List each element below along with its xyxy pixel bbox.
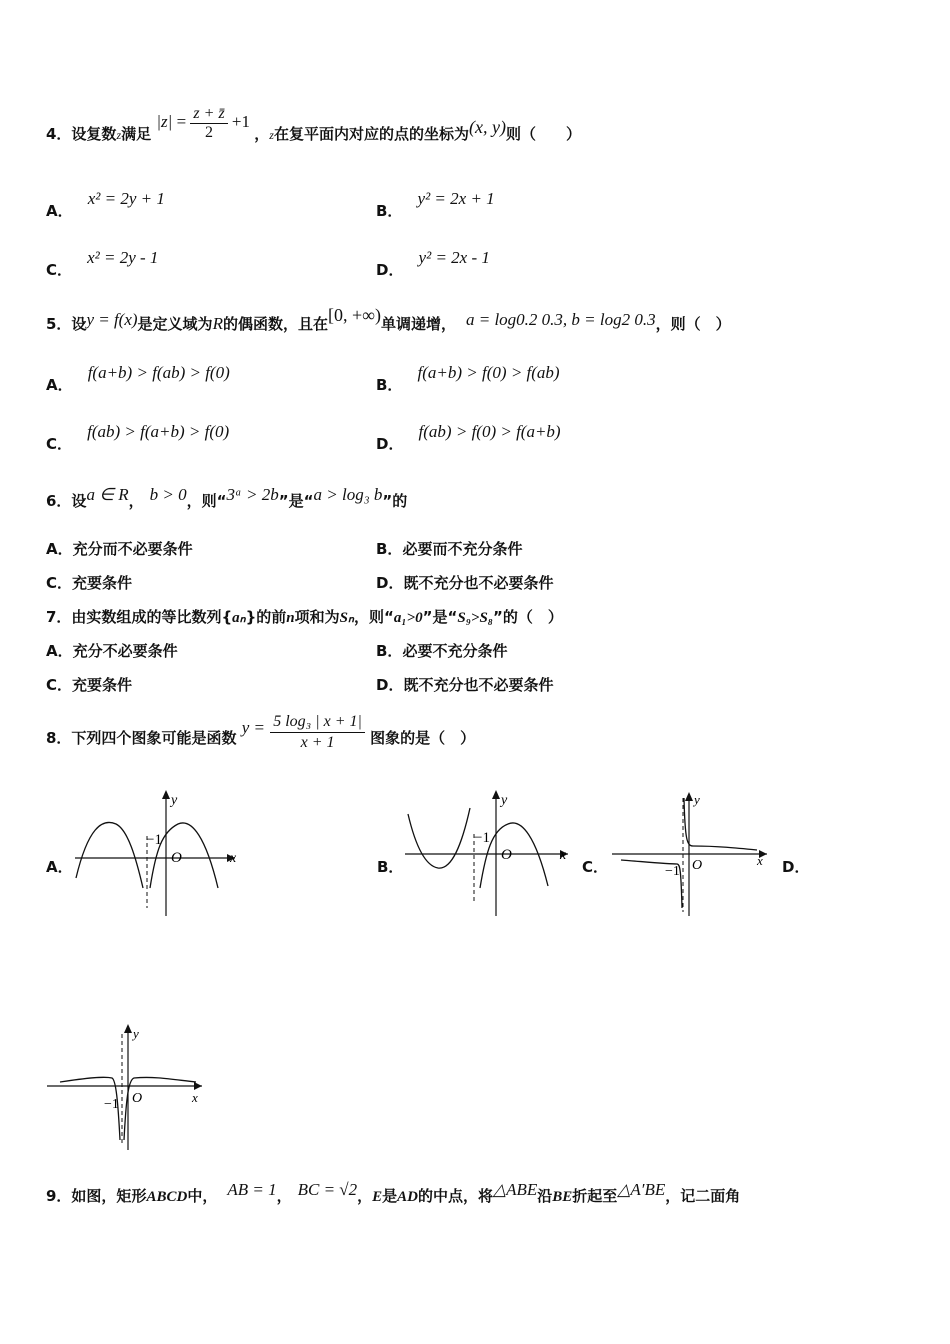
neg-one-label: −1 xyxy=(146,832,162,848)
q4-suffix: 则（ ） xyxy=(505,125,581,143)
x-axis-arrow-icon xyxy=(194,1082,202,1090)
q4-abs-z: |z| xyxy=(156,112,173,131)
q5-option-d-expr: f(ab) > f(0) > f(a+b) xyxy=(418,422,561,441)
q7-an: aₙ xyxy=(232,610,246,626)
q9-tri: △ABE xyxy=(493,1180,538,1199)
q7-option-a-text: 充分不必要条件 xyxy=(72,642,178,660)
q4-z: z xyxy=(116,128,122,142)
curve-left xyxy=(408,808,470,868)
x-label: x xyxy=(192,1090,198,1105)
q9-ad: AD xyxy=(397,1189,419,1205)
q5-option-b-label: B． xyxy=(376,376,403,394)
q6-cond1: a ∈ R xyxy=(86,485,129,504)
q8-suffix: 图象的是（ ） xyxy=(370,729,476,747)
q5-option-d[interactable] xyxy=(376,421,561,453)
q9-mid3: 的中点，将 xyxy=(418,1187,494,1205)
curve-right xyxy=(480,823,548,888)
q6-option-c-text: 充要条件 xyxy=(72,574,133,592)
q4-comma: ， xyxy=(254,125,270,143)
q5-option-a-label: A． xyxy=(46,376,73,394)
q6-option-b-text: 必要而不充分条件 xyxy=(402,540,523,558)
q8-option-c-label[interactable]: C． xyxy=(582,858,609,876)
q6-option-d-label: D． xyxy=(376,574,404,592)
q5-option-a-expr: f(a+b) > f(ab) > f(0) xyxy=(87,363,230,382)
y-axis-arrow-icon xyxy=(685,792,693,801)
q4-coord: (x, y) xyxy=(468,117,506,137)
q7-mid4: ”是“ xyxy=(422,608,458,626)
q6-option-a[interactable] xyxy=(46,538,193,559)
q4-option-a[interactable] xyxy=(46,188,165,220)
origin-label: O xyxy=(171,850,182,866)
q4-mid2: 在复平面内对应的点的坐标为 xyxy=(273,125,469,143)
y-axis-arrow-icon xyxy=(492,790,500,799)
q5-option-c-label: C． xyxy=(46,435,73,453)
q7-option-d-text: 既不充分也不必要条件 xyxy=(403,676,554,694)
q7-a1: a₁>0 xyxy=(393,610,423,626)
y-axis-arrow-icon xyxy=(162,790,170,799)
q5-suffix: ，则（ ） xyxy=(655,315,731,333)
q5-option-a[interactable] xyxy=(46,362,230,394)
q6-prefix: 6．设 xyxy=(46,492,87,510)
q8-y: y = xyxy=(241,718,265,737)
q6-option-a-text: 充分而不必要条件 xyxy=(72,540,193,558)
q4-option-a-expr: x² = 2y + 1 xyxy=(87,189,165,208)
q4-frac-den: 2 xyxy=(205,123,214,141)
curve-left xyxy=(76,822,143,888)
curve-right xyxy=(124,1077,196,1140)
q9-be: BE xyxy=(552,1189,573,1205)
q9-ab: AB = 1 xyxy=(227,1180,277,1199)
y-label: y xyxy=(501,793,508,808)
origin-label: O xyxy=(501,847,512,863)
q4-z2: z xyxy=(269,128,274,142)
q7-s98: S₉>S₈ xyxy=(457,610,494,626)
origin-label: O xyxy=(132,1091,143,1106)
q6-cond2: b > 0 xyxy=(149,485,187,504)
neg-one-label: −1 xyxy=(474,830,490,846)
q5-mid: 是定义域为 xyxy=(137,315,213,333)
q6-q1close: ” xyxy=(278,492,289,510)
q4-option-c-label: C． xyxy=(46,261,73,279)
q8-option-a-label[interactable]: A． xyxy=(46,858,73,876)
q9-mid5: 折起至 xyxy=(572,1187,618,1205)
neg-one-label: −1 xyxy=(104,1097,119,1112)
q7-mid2: 项和为 xyxy=(294,608,340,626)
q7-option-d[interactable] xyxy=(376,674,553,695)
q7-option-c[interactable] xyxy=(46,674,132,695)
q7-option-c-label: C． xyxy=(46,676,73,694)
q6-c1: ， xyxy=(128,492,144,510)
q9-prefix: 9．如图，矩形 xyxy=(46,1187,147,1205)
q6-suffix: 的 xyxy=(392,492,408,510)
question-9 xyxy=(46,1178,740,1215)
q6-option-b[interactable] xyxy=(376,538,522,559)
q4-option-b[interactable] xyxy=(376,188,495,220)
q7-option-a-label: A． xyxy=(46,642,73,660)
q9-c2: ， xyxy=(357,1187,373,1205)
q7-option-b[interactable] xyxy=(376,640,507,661)
q4-option-a-label: A． xyxy=(46,202,73,220)
q6-q2open: “ xyxy=(303,492,314,510)
q7-sn: Sₙ xyxy=(339,610,354,626)
q6-option-d[interactable] xyxy=(376,572,553,593)
q6-mid2: 是 xyxy=(288,492,304,510)
neg-one-label: −1 xyxy=(665,864,680,879)
q4-option-d[interactable] xyxy=(376,247,490,279)
y-axis-arrow-icon xyxy=(124,1024,132,1033)
q4-mid: 满足 xyxy=(121,125,152,143)
q5-ab: a = log0.2 0.3, b = log2 0.3 xyxy=(465,310,656,329)
q5-prefix: 5．设 xyxy=(46,315,87,333)
q6-option-c[interactable] xyxy=(46,572,132,593)
q8-graph-a[interactable] xyxy=(70,788,240,920)
q7-mid: }的前 xyxy=(245,608,287,626)
q9-c: ， xyxy=(276,1187,292,1205)
question-8 xyxy=(46,708,475,768)
q7-mid3: ，则“ xyxy=(353,608,394,626)
q5-mid2: 的偶函数，且在 xyxy=(222,315,328,333)
q5-option-b-expr: f(a+b) > f(0) > f(ab) xyxy=(417,363,560,382)
q5-option-c[interactable] xyxy=(46,421,230,453)
q4-option-b-expr: y² = 2x + 1 xyxy=(417,189,495,208)
q6-q1open: “ xyxy=(216,492,227,510)
q4-option-c-expr: x² = 2y - 1 xyxy=(87,248,159,267)
q9-suffix: ，记二面角 xyxy=(665,1187,741,1205)
question-7 xyxy=(46,606,563,627)
y-label: y xyxy=(694,792,700,807)
q9-abcd: ABCD xyxy=(146,1189,188,1205)
q4-plus: +1 xyxy=(231,112,251,131)
q6-option-d-text: 既不充分也不必要条件 xyxy=(403,574,554,592)
q5-option-b[interactable] xyxy=(376,362,560,394)
x-label: x xyxy=(560,848,567,863)
q6-mid: ，则 xyxy=(186,492,217,510)
q4-frac-num: z + z̄ xyxy=(190,105,227,124)
q8-graph-d[interactable] xyxy=(42,1022,212,1154)
q4-eq: = xyxy=(176,112,187,131)
q7-prefix: 7．由实数组成的等比数列{ xyxy=(46,608,233,626)
q7-option-c-text: 充要条件 xyxy=(72,676,133,694)
question-4 xyxy=(46,104,581,158)
x-label: x xyxy=(230,851,237,866)
q9-mid: 中， xyxy=(187,1187,218,1205)
origin-label: O xyxy=(692,858,703,873)
x-label: x xyxy=(757,853,763,868)
q5-r: R xyxy=(212,314,223,333)
question-6 xyxy=(46,484,407,518)
q7-option-b-label: B． xyxy=(376,642,403,660)
q6-q: a > log₃ b xyxy=(313,485,383,504)
q9-mid2: 是 xyxy=(382,1187,398,1205)
q6-option-a-label: A． xyxy=(46,540,73,558)
question-5 xyxy=(46,306,731,341)
q8-graph-b[interactable] xyxy=(400,788,575,920)
q7-option-b-text: 必要不充分条件 xyxy=(402,642,508,660)
q8-option-d-label[interactable]: D． xyxy=(782,858,810,876)
q8-frac-den: x + 1 xyxy=(300,734,335,751)
q7-suffix: ”的（ ） xyxy=(493,608,563,626)
q9-mid4: 沿 xyxy=(537,1187,553,1205)
q4-option-d-label: D． xyxy=(376,261,404,279)
q8-option-b-label[interactable]: B． xyxy=(377,858,404,876)
q9-e: E xyxy=(372,1189,383,1205)
q7-option-d-label: D． xyxy=(376,676,404,694)
q6-p: 3ᵃ > 2b xyxy=(226,485,279,504)
q9-bc: BC = √2 xyxy=(297,1180,358,1199)
q6-option-c-label: C． xyxy=(46,574,73,592)
q4-option-b-label: B． xyxy=(376,202,403,220)
q7-option-a[interactable] xyxy=(46,640,178,661)
q5-option-c-expr: f(ab) > f(a+b) > f(0) xyxy=(87,422,230,441)
q9-tri2: △A′BE xyxy=(617,1180,666,1199)
q4-option-d-expr: y² = 2x - 1 xyxy=(418,248,490,267)
q6-q2close: ” xyxy=(382,492,393,510)
q6-option-b-label: B． xyxy=(376,540,403,558)
q8-graph-c[interactable] xyxy=(607,790,777,918)
q8-prefix: 8．下列四个图象可能是函数 xyxy=(46,729,237,747)
q7-n: n xyxy=(286,610,295,626)
q4-option-c[interactable] xyxy=(46,247,159,279)
q5-mid3: 单调递增， xyxy=(380,315,456,333)
q4-prefix: 4．设复数 xyxy=(46,125,117,143)
q5-fx: y = f(x) xyxy=(86,310,138,329)
q8-frac-num: 5 log₃ | x + 1| xyxy=(270,712,365,733)
y-label: y xyxy=(133,1026,139,1041)
q5-option-d-label: D． xyxy=(376,435,404,453)
y-label: y xyxy=(171,793,178,808)
q5-interval: [0, +∞) xyxy=(327,305,381,325)
